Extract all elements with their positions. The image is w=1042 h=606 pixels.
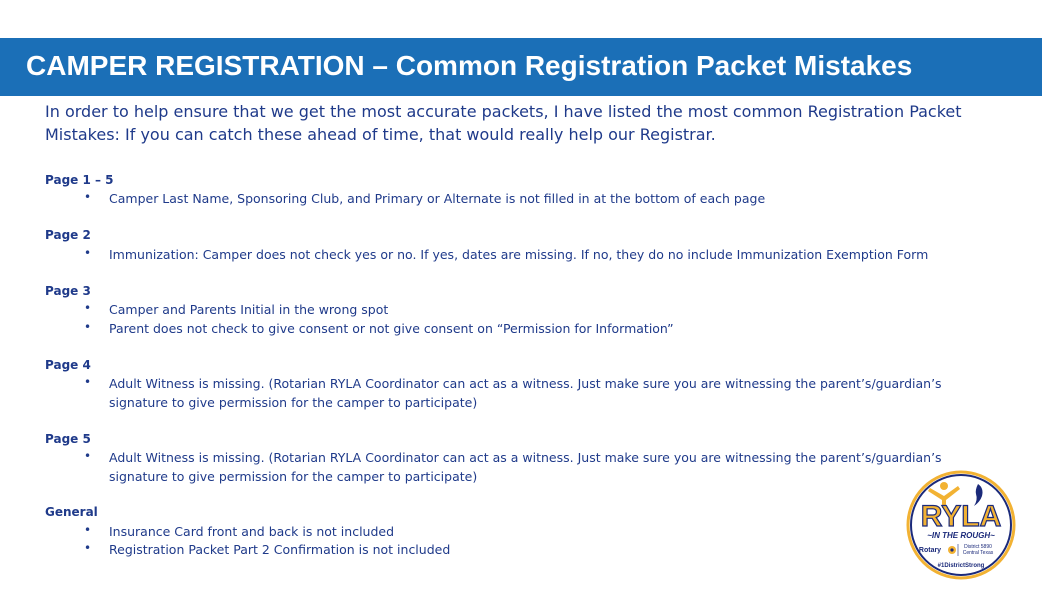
list-item: Camper and Parents Initial in the wrong spot xyxy=(109,302,389,317)
bullet-icon: • xyxy=(84,301,92,315)
bullet-icon: • xyxy=(84,541,92,555)
list-item: Immunization: Camper does not check yes or no. If yes, dates are missing. If no, they do no include Immunization Exemption Form xyxy=(109,247,929,262)
section-heading-page-4: Page 4 xyxy=(45,358,91,372)
list-item: Insurance Card front and back is not included xyxy=(109,524,395,539)
list-item: Registration Packet Part 2 Confirmation is not included xyxy=(109,542,451,557)
section-heading-general: General xyxy=(45,505,98,519)
section-heading-page-2: Page 2 xyxy=(45,228,91,242)
logo-district-line2: Central Texas xyxy=(962,550,994,556)
bullet-icon: • xyxy=(84,449,92,463)
logo-org-text: Rotary xyxy=(918,547,942,554)
bullet-icon: • xyxy=(84,375,92,389)
bullet-icon: • xyxy=(84,320,92,334)
rotary-wheel-icon xyxy=(948,546,956,554)
bullet-icon: • xyxy=(84,246,92,260)
section-heading-page-1-5: Page 1 – 5 xyxy=(45,173,114,187)
bullet-icon: • xyxy=(84,190,92,204)
section-heading-page-5: Page 5 xyxy=(45,432,91,446)
logo-main-text: RYLA xyxy=(920,500,1002,533)
list-item: Parent does not check to give consent or not give consent on “Permission for Information” xyxy=(109,321,674,336)
logo-hashtag: #1DistrictStrong xyxy=(937,563,985,569)
list-item: Adult Witness is missing. (Rotarian RYLA Coordinator can act as a witness. Just make sure you are witnessing the parent’s/guardian’s signature to give permission for the camper to participate) xyxy=(109,450,942,484)
logo-district-line1: District 5890 xyxy=(964,544,992,550)
intro-paragraph: In order to help ensure that we get the most accurate packets, I have listed the most common Registration Packet Mistakes: If you can catch these ahead of time, that would really help our Registrar. xyxy=(45,102,962,144)
logo-tagline: ~IN THE ROUGH~ xyxy=(927,531,995,540)
ryla-logo xyxy=(906,470,1016,580)
section-heading-page-3: Page 3 xyxy=(45,284,91,298)
list-item: Camper Last Name, Sponsoring Club, and Primary or Alternate is not filled in at the bottom of each page xyxy=(109,191,766,206)
page-title: CAMPER REGISTRATION – Common Registration Packet Mistakes xyxy=(26,50,913,81)
bullet-icon: • xyxy=(84,523,92,537)
list-item: Adult Witness is missing. (Rotarian RYLA Coordinator can act as a witness. Just make sure you are witnessing the parent’s/guardian’s signature to give permission for the camper to participate) xyxy=(109,376,942,410)
